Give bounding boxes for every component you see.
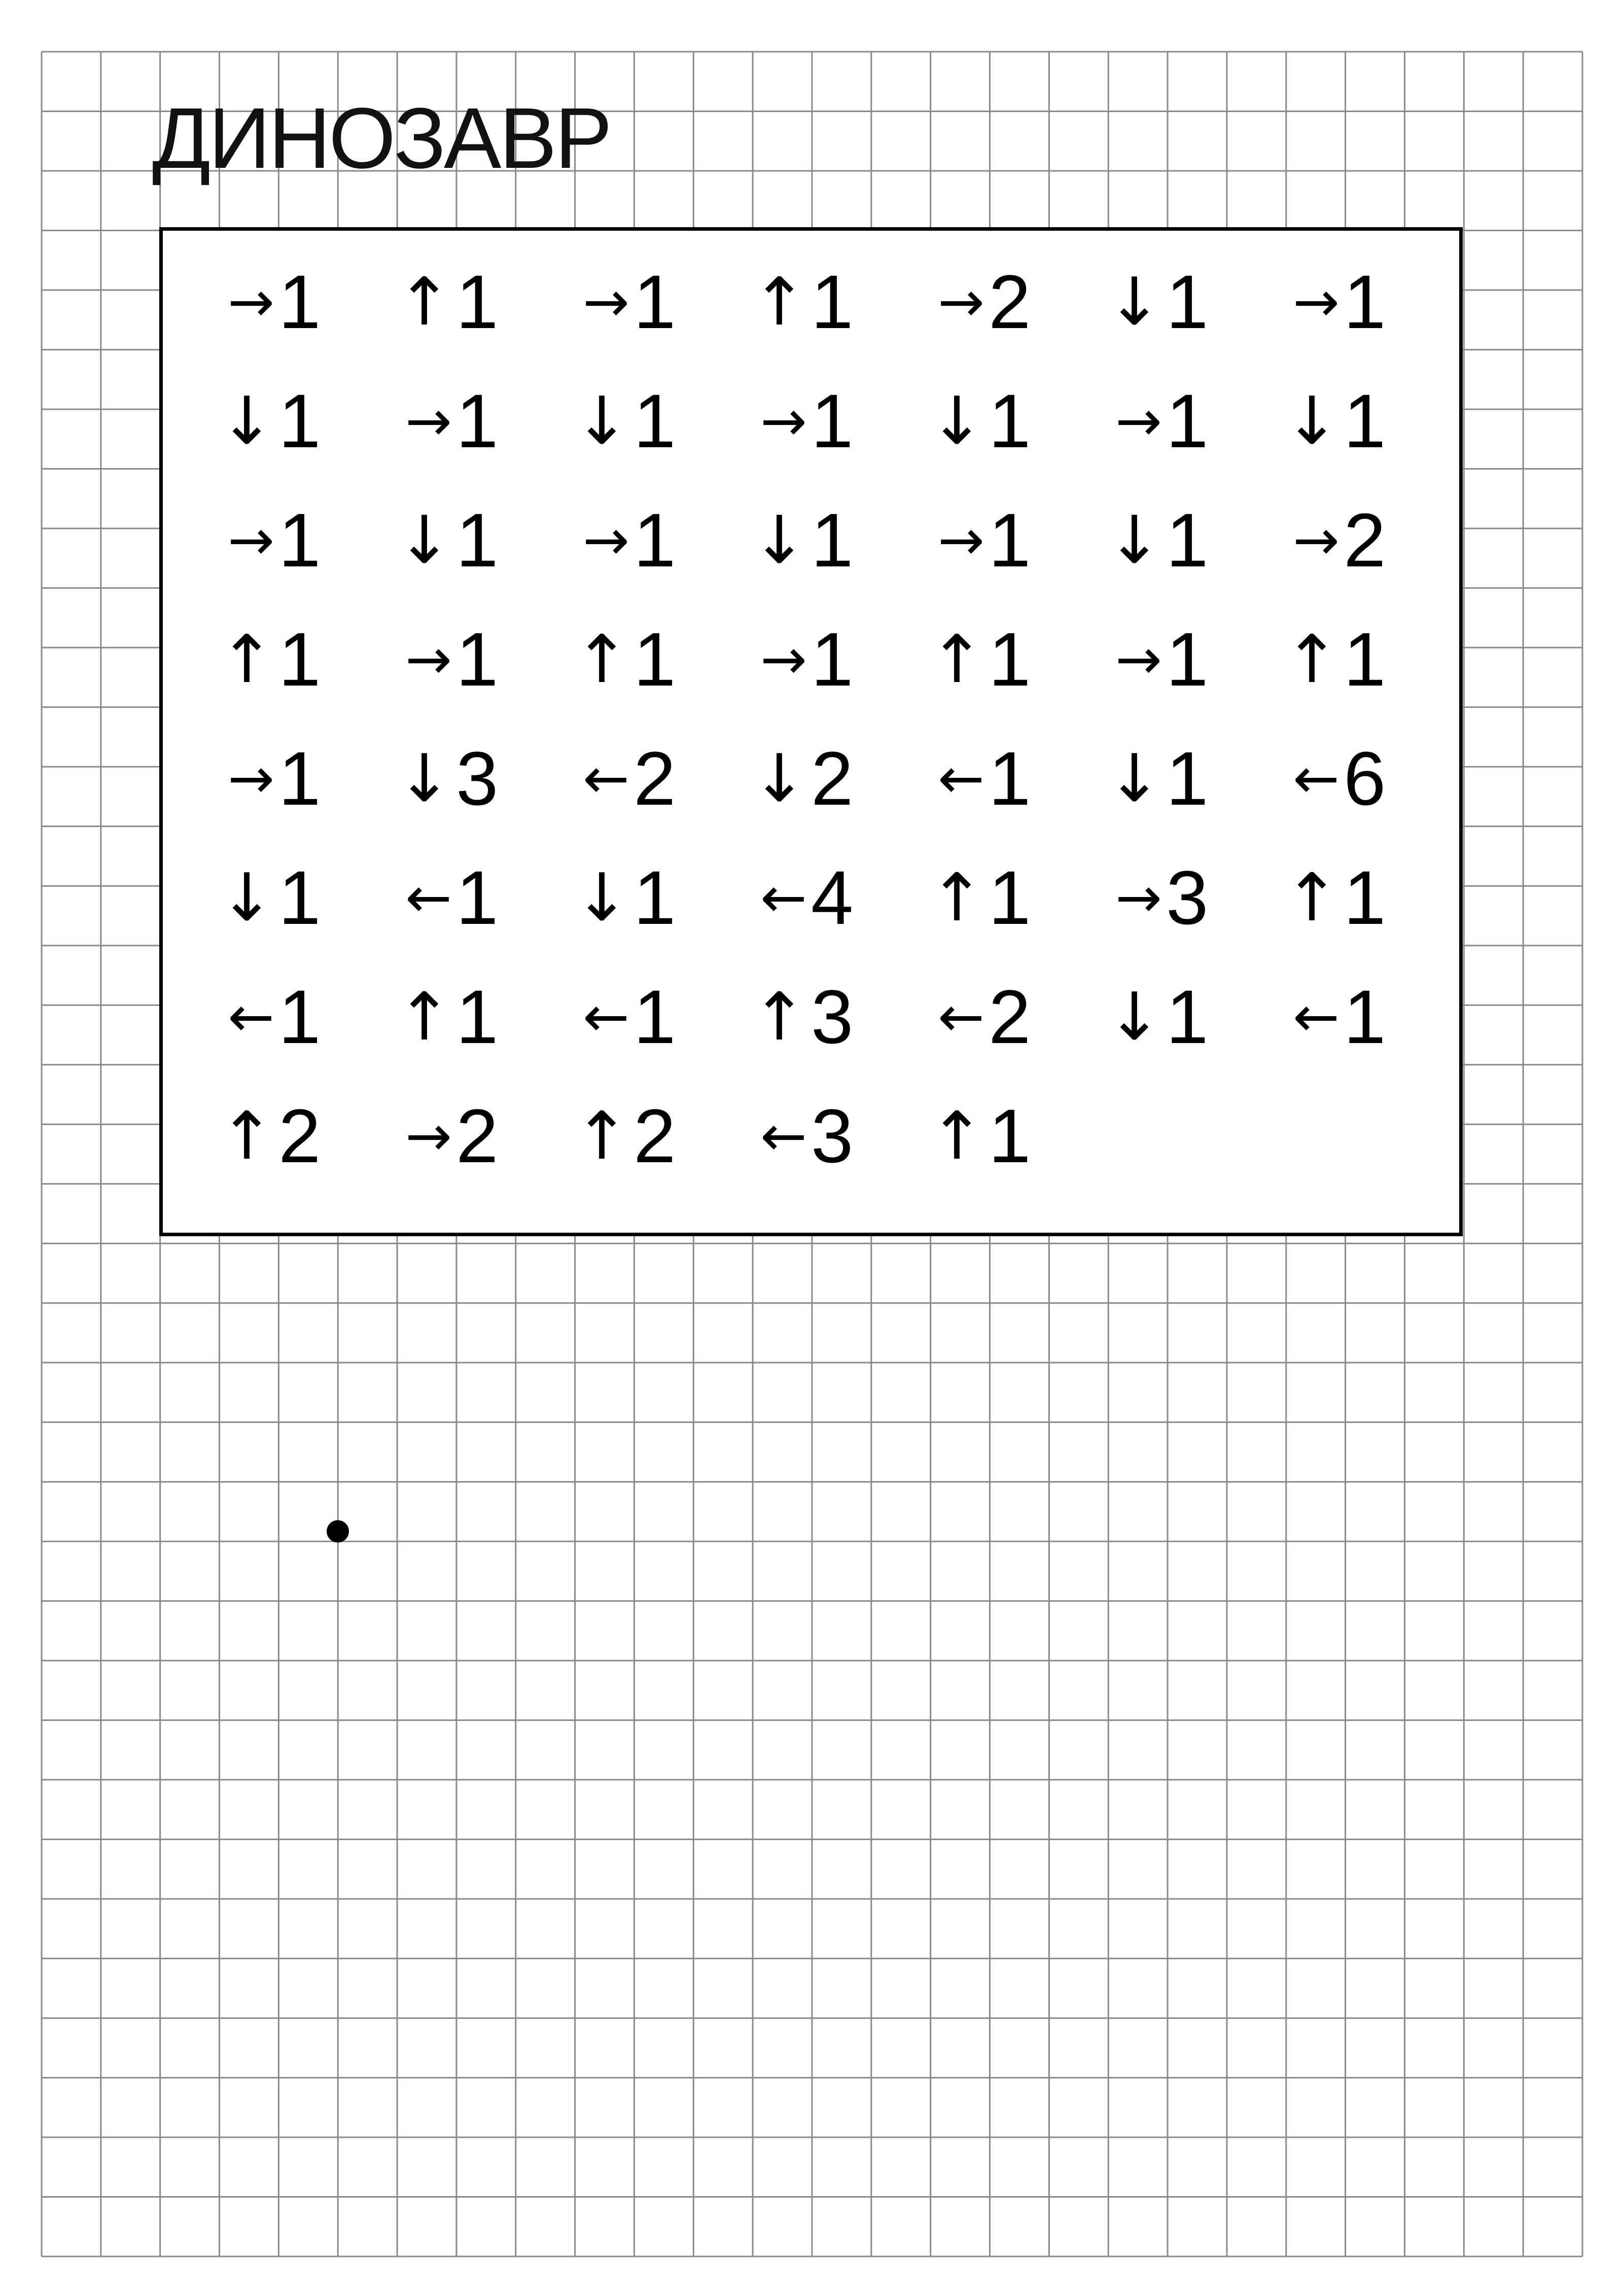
arrow-down-icon: ↓ <box>1107 501 1162 579</box>
command-step <box>381 1085 533 1187</box>
arrow-left-icon: ← <box>937 746 984 811</box>
command-step <box>913 489 1066 591</box>
start-point-dot[interactable] <box>327 1520 349 1542</box>
arrow-up-icon: ↑ <box>574 621 629 698</box>
arrow-up-icon: ↑ <box>219 621 274 698</box>
step-count: 2 <box>811 736 854 821</box>
command-step <box>1268 966 1421 1067</box>
step-count: 1 <box>1166 497 1209 583</box>
step-count: 1 <box>278 736 321 821</box>
command-step <box>203 728 356 829</box>
arrow-right-icon: → <box>405 388 452 453</box>
command-step <box>558 370 711 472</box>
command-step <box>558 1085 711 1187</box>
arrow-up-icon: ↑ <box>1284 859 1339 936</box>
arrow-right-icon: → <box>1115 627 1162 692</box>
step-count: 4 <box>811 855 854 940</box>
arrow-left-icon: ← <box>582 984 629 1049</box>
arrow-right-icon: → <box>1115 388 1162 453</box>
step-count: 1 <box>278 259 321 344</box>
arrow-up-icon: ↑ <box>397 263 452 340</box>
step-count: 1 <box>633 497 676 583</box>
step-count: 2 <box>633 736 676 821</box>
arrow-right-icon: → <box>227 269 274 334</box>
step-count: 1 <box>1344 617 1386 702</box>
step-count: 1 <box>1344 378 1386 463</box>
arrow-up-icon: ↑ <box>752 978 807 1055</box>
step-count: 2 <box>456 1093 499 1178</box>
step-count: 3 <box>456 736 499 821</box>
arrow-right-icon: → <box>405 1103 452 1168</box>
arrow-left-icon: ← <box>1292 746 1339 811</box>
arrow-down-icon: ↓ <box>752 501 807 579</box>
step-count: 1 <box>1166 974 1209 1059</box>
arrow-up-icon: ↑ <box>397 978 452 1055</box>
step-count: 2 <box>989 259 1031 344</box>
step-count: 1 <box>456 855 499 940</box>
command-step <box>1268 847 1421 948</box>
step-count: 1 <box>989 736 1031 821</box>
command-step <box>736 728 888 829</box>
arrow-up-icon: ↑ <box>574 1097 629 1174</box>
arrow-down-icon: ↓ <box>1107 740 1162 817</box>
step-count: 1 <box>811 378 854 463</box>
command-step <box>381 251 533 352</box>
command-step <box>913 1085 1066 1187</box>
arrow-up-icon: ↑ <box>752 263 807 340</box>
command-step <box>203 966 356 1067</box>
step-count: 1 <box>1344 974 1386 1059</box>
step-count: 1 <box>278 497 321 583</box>
arrow-left-icon: ← <box>760 1103 807 1168</box>
command-step <box>558 966 711 1067</box>
step-count: 1 <box>989 378 1031 463</box>
arrow-right-icon: → <box>227 508 274 572</box>
arrow-left-icon: ← <box>582 746 629 811</box>
step-count: 1 <box>456 259 499 344</box>
command-step <box>558 608 711 710</box>
arrow-up-icon: ↑ <box>1284 621 1339 698</box>
arrow-down-icon: ↓ <box>752 740 807 817</box>
command-step <box>203 370 356 472</box>
arrow-down-icon: ↓ <box>1284 382 1339 459</box>
arrow-down-icon: ↓ <box>1107 978 1162 1055</box>
arrow-left-icon: ← <box>227 984 274 1049</box>
arrow-down-icon: ↓ <box>219 382 274 459</box>
step-count: 1 <box>1166 378 1209 463</box>
step-count: 1 <box>811 497 854 583</box>
arrow-down-icon: ↓ <box>397 501 452 579</box>
command-step <box>1091 489 1243 591</box>
step-count: 1 <box>1166 736 1209 821</box>
arrow-down-icon: ↓ <box>219 859 274 936</box>
arrow-right-icon: → <box>937 269 984 334</box>
arrow-right-icon: → <box>582 269 629 334</box>
step-count: 1 <box>456 617 499 702</box>
command-step <box>203 251 356 352</box>
step-count: 2 <box>633 1093 676 1178</box>
arrow-right-icon: → <box>760 388 807 453</box>
arrow-right-icon: → <box>227 746 274 811</box>
step-count: 1 <box>278 855 321 940</box>
step-count: 1 <box>1344 259 1386 344</box>
step-count: 3 <box>811 974 854 1059</box>
step-count: 1 <box>811 617 854 702</box>
step-count: 1 <box>989 855 1031 940</box>
command-step <box>1091 966 1243 1067</box>
arrow-right-icon: → <box>760 627 807 692</box>
arrow-down-icon: ↓ <box>929 382 984 459</box>
arrow-up-icon: ↑ <box>929 859 984 936</box>
step-count: 1 <box>633 974 676 1059</box>
command-step <box>913 370 1066 472</box>
command-step <box>736 370 888 472</box>
command-step <box>1091 847 1243 948</box>
command-step <box>1268 608 1421 710</box>
command-step <box>1268 251 1421 352</box>
command-step <box>1091 608 1243 710</box>
command-step <box>558 489 711 591</box>
step-count: 1 <box>633 617 676 702</box>
arrow-down-icon: ↓ <box>574 859 629 936</box>
step-count: 2 <box>989 974 1031 1059</box>
worksheet-title: ДИНОЗАВР <box>152 90 611 187</box>
arrow-left-icon: ← <box>405 865 452 930</box>
arrow-up-icon: ↑ <box>929 621 984 698</box>
arrow-left-icon: ← <box>937 984 984 1049</box>
command-step <box>203 608 356 710</box>
command-step <box>913 251 1066 352</box>
command-step <box>736 489 888 591</box>
arrow-right-icon: → <box>1292 508 1339 572</box>
command-step <box>736 608 888 710</box>
command-step <box>736 251 888 352</box>
step-count: 1 <box>811 259 854 344</box>
arrow-up-icon: ↑ <box>929 1097 984 1174</box>
command-step <box>381 608 533 710</box>
step-count: 1 <box>633 259 676 344</box>
command-step <box>1268 370 1421 472</box>
command-step <box>381 728 533 829</box>
instruction-box <box>159 227 1463 1236</box>
command-step <box>913 728 1066 829</box>
command-step <box>203 847 356 948</box>
step-count: 1 <box>633 855 676 940</box>
arrow-right-icon: → <box>582 508 629 572</box>
command-step <box>1268 728 1421 829</box>
step-count: 2 <box>278 1093 321 1178</box>
arrow-right-icon: → <box>405 627 452 692</box>
step-count: 1 <box>1344 855 1386 940</box>
command-step <box>1091 728 1243 829</box>
step-count: 2 <box>1344 497 1386 583</box>
step-count: 3 <box>1166 855 1209 940</box>
command-step <box>1268 489 1421 591</box>
command-step <box>558 728 711 829</box>
command-step <box>558 251 711 352</box>
command-step <box>381 489 533 591</box>
step-count: 1 <box>633 378 676 463</box>
command-step <box>381 966 533 1067</box>
command-step <box>913 847 1066 948</box>
step-count: 1 <box>278 974 321 1059</box>
step-count: 1 <box>456 974 499 1059</box>
arrow-right-icon: → <box>937 508 984 572</box>
step-count: 1 <box>989 1093 1031 1178</box>
step-count: 1 <box>278 617 321 702</box>
command-step <box>913 608 1066 710</box>
command-step <box>203 1085 356 1187</box>
step-count: 6 <box>1344 736 1386 821</box>
step-count: 3 <box>811 1093 854 1178</box>
command-step <box>203 489 356 591</box>
arrow-right-icon: → <box>1115 865 1162 930</box>
command-step <box>1091 251 1243 352</box>
command-step <box>558 847 711 948</box>
step-count: 1 <box>278 378 321 463</box>
step-count: 1 <box>989 497 1031 583</box>
command-step <box>736 1085 888 1187</box>
arrow-down-icon: ↓ <box>574 382 629 459</box>
arrow-up-icon: ↑ <box>219 1097 274 1174</box>
step-count: 1 <box>1166 617 1209 702</box>
arrow-left-icon: ← <box>760 865 807 930</box>
arrow-left-icon: ← <box>1292 984 1339 1049</box>
command-step <box>913 966 1066 1067</box>
command-step <box>381 847 533 948</box>
command-step <box>381 370 533 472</box>
command-step <box>736 966 888 1067</box>
step-count: 1 <box>456 497 499 583</box>
step-count: 1 <box>1166 259 1209 344</box>
step-count: 1 <box>456 378 499 463</box>
step-count: 1 <box>989 617 1031 702</box>
arrow-down-icon: ↓ <box>1107 263 1162 340</box>
command-step <box>1091 370 1243 472</box>
arrow-right-icon: → <box>1292 269 1339 334</box>
command-step <box>736 847 888 948</box>
arrow-down-icon: ↓ <box>397 740 452 817</box>
